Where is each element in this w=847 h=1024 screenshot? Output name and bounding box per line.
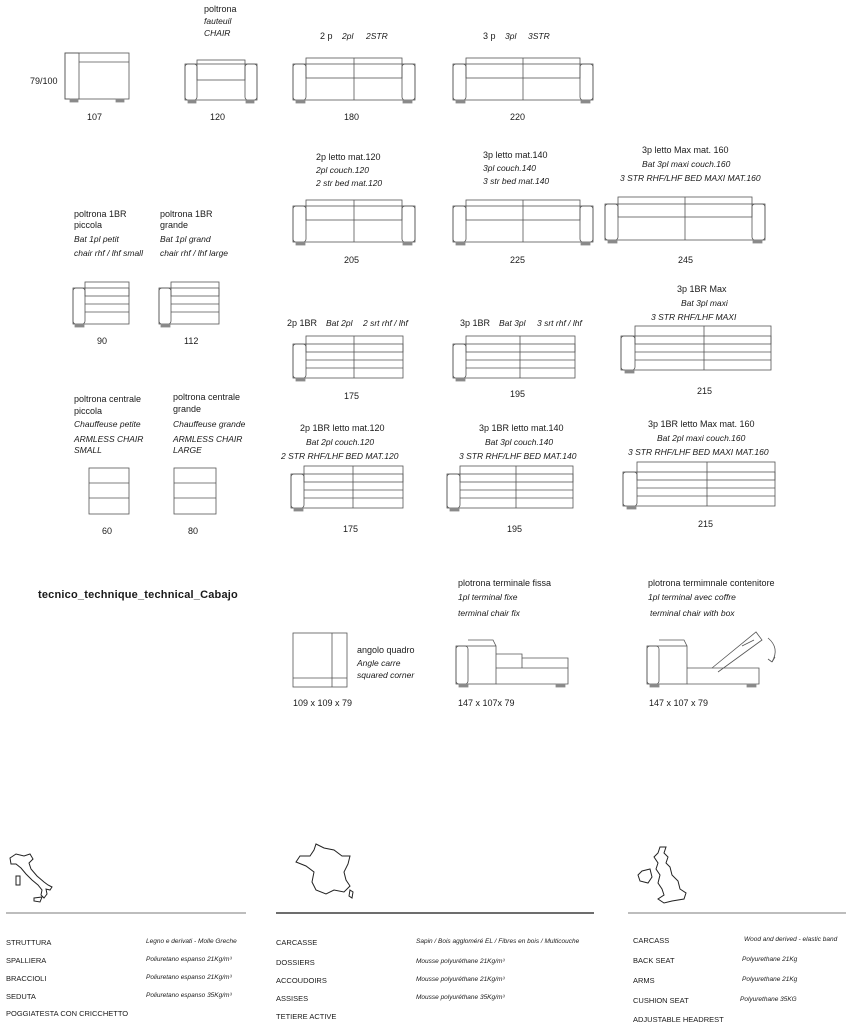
brbed-c-l1: 3p 1BR letto Max mat. 160	[648, 419, 755, 429]
br2-l2: Bat 2pl	[326, 318, 353, 328]
br3-l3: 3 srt rhf / lhf	[537, 318, 582, 328]
br2-l3: 2 srt rhf / lhf	[363, 318, 408, 328]
bed2-line2: 2pl couch.120	[316, 165, 369, 175]
sofa2-label-c: 2STR	[366, 31, 388, 41]
en-row-2-val: Polyurethane 21Kg	[742, 976, 798, 983]
chair1br-large-l4: chair rhf / lhf large	[160, 248, 229, 258]
bed3-line3: 3 str bed mat.140	[483, 176, 550, 186]
br3-l2: Bat 3pl	[499, 318, 526, 328]
uk-map-icon	[634, 845, 694, 905]
en-row-3-key: CUSHION SEAT	[633, 996, 689, 1005]
brbed-c-l2: Bat 2pl maxi couch.160	[657, 433, 746, 443]
en-row-2-key: ARMS	[633, 976, 655, 985]
terminal-fixed-l1: plotrona terminale fissa	[458, 578, 552, 588]
br2-l1: 2p 1BR	[287, 318, 318, 328]
fr-row-4-key: TETIERE ACTIVE	[276, 1012, 337, 1021]
terminal-fixed-drawing	[455, 636, 575, 690]
central-small-l4: ARMLESS CHAIR	[74, 434, 144, 444]
brbed-a-l2: Bat 2pl couch.120	[306, 437, 375, 447]
chair1br-small-l2: piccola	[74, 220, 103, 230]
bed3-drawing	[452, 196, 594, 248]
chair-width: 120	[210, 112, 226, 122]
brmax-l3: 3 STR RHF/LHF MAXI	[651, 312, 737, 322]
corner-l2: Angle carre	[357, 658, 401, 668]
chair1br-large-l1: poltrona 1BR	[160, 209, 213, 219]
chair-title: poltrona	[204, 4, 237, 14]
brbed-b-l3: 3 STR RHF/LHF BED MAT.140	[459, 451, 577, 461]
en-row-0-key: CARCASS	[633, 936, 670, 945]
sofa2-label-b: 2pl	[342, 31, 354, 41]
bed2-line3: 2 str bed mat.120	[316, 178, 383, 188]
corner-l1: angolo quadro	[357, 645, 415, 655]
corner-dims: 109 x 109 x 79	[293, 698, 353, 708]
chair1br-large-width: 112	[184, 336, 199, 346]
it-row-2-val: Poliuretano espanso 21Kg/m³	[146, 974, 232, 981]
armrest-width: 107	[87, 112, 103, 122]
brbed-a-width: 175	[343, 524, 359, 534]
it-row-3-key: SEDUTA	[6, 992, 36, 1001]
central-large-l2: grande	[173, 404, 202, 414]
en-row-4-key: ADJUSTABLE HEADREST	[633, 1015, 724, 1024]
fr-row-0-key: CARCASSE	[276, 938, 318, 947]
central-large-l3: Chauffeuse grande	[173, 419, 246, 429]
sofa2-width: 180	[344, 112, 360, 122]
bed2-width: 205	[344, 255, 360, 265]
brmax-l2: Bat 3pl maxi	[681, 298, 728, 308]
central-large-l1: poltrona centrale	[173, 392, 241, 402]
central-large-l4: ARMLESS CHAIR	[173, 434, 243, 444]
central-small-drawing	[88, 467, 130, 515]
brbed-b-width: 195	[507, 524, 523, 534]
it-row-2-key: BRACCIOLI	[6, 974, 47, 983]
chair-en: CHAIR	[204, 28, 231, 38]
height-label: 79/100	[30, 76, 58, 86]
chair1br-small-l4: chair rhf / lhf small	[74, 248, 143, 258]
it-row-0-val: Legno e derivati - Molle Greche	[146, 938, 237, 945]
bedmax-width: 245	[678, 255, 694, 265]
brbed-c-width: 215	[698, 519, 714, 529]
terminal-fixed-l3: terminal chair fix	[458, 608, 520, 618]
it-row-0-key: STRUTTURA	[6, 938, 52, 947]
terminal-box-l2: 1pl terminal avec coffre	[648, 592, 736, 602]
br3-width: 195	[510, 389, 526, 399]
fr-row-1-key: DOSSIERS	[276, 958, 315, 967]
chair1br-small-l1: poltrona 1BR	[74, 209, 127, 219]
it-row-4-key: POGGIATESTA CON CRICCHETTO	[6, 1009, 129, 1018]
it-row-1-val: Poliuretano espanso 21Kg/m³	[146, 956, 232, 963]
sofa3-label-b: 3pl	[505, 31, 517, 41]
br3-drawing	[452, 334, 576, 384]
bed3-line1: 3p letto mat.140	[483, 150, 548, 160]
brbed-c-l3: 3 STR RHF/LHF BED MAXI MAT.160	[628, 447, 769, 457]
chair-fr: fauteuil	[204, 16, 232, 26]
chair-drawing	[184, 56, 258, 106]
terminal-box-dims: 147 x 107 x 79	[649, 698, 709, 708]
france-map-icon	[294, 842, 356, 902]
terminal-box-l1: plotrona termimnale contenitore	[648, 578, 775, 588]
sofa2-label-a: 2 p	[320, 31, 333, 41]
chair1br-large-drawing	[158, 280, 220, 328]
br2-width: 175	[344, 391, 360, 401]
fr-row-2-val: Mousse polyuréthane 21Kg/m³	[416, 976, 505, 983]
sofa3-width: 220	[510, 112, 526, 122]
it-row-3-val: Poliuretano espanso 35Kg/m³	[146, 992, 232, 999]
chair1br-large-l2: grande	[160, 220, 189, 230]
corner-drawing	[292, 632, 348, 688]
chair1br-large-l3: Bat 1pl grand	[160, 234, 211, 244]
chair1br-small-drawing	[72, 280, 130, 328]
brmax-width: 215	[697, 386, 713, 396]
central-large-drawing	[173, 467, 217, 515]
central-large-width: 80	[188, 526, 199, 536]
brbed-a-l1: 2p 1BR letto mat.120	[300, 423, 385, 433]
en-row-1-key: BACK SEAT	[633, 956, 675, 965]
central-small-l2: piccola	[74, 406, 103, 416]
brmax-drawing	[620, 324, 772, 376]
central-large-l5: LARGE	[173, 445, 202, 455]
bedmax-line1: 3p letto Max mat. 160	[642, 145, 729, 155]
bedmax-drawing	[604, 192, 766, 248]
brbed-a-l3: 2 STR RHF/LHF BED MAT.120	[281, 451, 399, 461]
terminal-fixed-l2: 1pl terminal fixe	[458, 592, 518, 602]
technical-title: tecnico_technique_technical_Cabajo	[38, 589, 238, 601]
fr-row-3-key: ASSISES	[276, 994, 309, 1003]
chair1br-small-l3: Bat 1pl petit	[74, 234, 119, 244]
terminal-box-l3: terminal chair with box	[650, 608, 735, 618]
brbed-b-l2: Bat 3pl couch.140	[485, 437, 554, 447]
chair1br-small-width: 90	[97, 336, 108, 346]
bed3-line2: 3pl couch.140	[483, 163, 536, 173]
fr-row-0-val: Sapin / Bois aggloméré EL / Fibres en bois / Multicouche	[416, 938, 580, 945]
it-row-1-key: SPALLIERA	[6, 956, 47, 965]
brbed-b-l1: 3p 1BR letto mat.140	[479, 423, 564, 433]
en-row-1-val: Polyurethane 21Kg	[742, 956, 798, 963]
italy-rule	[6, 912, 246, 914]
brbed-c-drawing	[622, 460, 776, 512]
sofa3-drawing	[452, 54, 594, 106]
central-small-width: 60	[102, 526, 113, 536]
bedmax-line2: Bat 3pl maxi couch.160	[642, 159, 731, 169]
bed2-drawing	[292, 196, 416, 248]
brmax-l1: 3p 1BR Max	[677, 284, 727, 294]
sofa3-label-c: 3STR	[528, 31, 550, 41]
br3-l1: 3p 1BR	[460, 318, 491, 328]
armrest-drawing	[64, 48, 130, 104]
sofa3-label-a: 3 p	[483, 31, 496, 41]
france-rule	[276, 912, 594, 914]
central-small-l5: SMALL	[74, 445, 102, 455]
en-row-0-val: Wood and derived - elastic band	[744, 936, 838, 943]
sofa2-drawing	[292, 54, 416, 106]
en-row-3-val: Polyurethane 35KG	[740, 996, 797, 1003]
brbed-a-drawing	[290, 464, 404, 514]
br2-drawing	[292, 334, 404, 384]
fr-row-1-val: Mousse polyuréthane 21Kg/m³	[416, 958, 505, 965]
bedmax-line3: 3 STR RHF/LHF BED MAXI MAT.160	[620, 173, 761, 183]
uk-rule	[628, 912, 846, 914]
brbed-b-drawing	[446, 464, 574, 514]
bed2-line1: 2p letto mat.120	[316, 152, 381, 162]
fr-row-3-val: Mousse polyuréthane 35Kg/m³	[416, 994, 505, 1001]
terminal-box-drawing	[646, 628, 786, 690]
central-small-l3: Chauffeuse petite	[74, 419, 141, 429]
fr-row-2-key: ACCOUDOIRS	[276, 976, 327, 985]
bed3-width: 225	[510, 255, 526, 265]
central-small-l1: poltrona centrale	[74, 394, 142, 404]
italy-map-icon	[6, 852, 56, 904]
terminal-fixed-dims: 147 x 107x 79	[458, 698, 515, 708]
corner-l3: squared corner	[357, 670, 415, 680]
